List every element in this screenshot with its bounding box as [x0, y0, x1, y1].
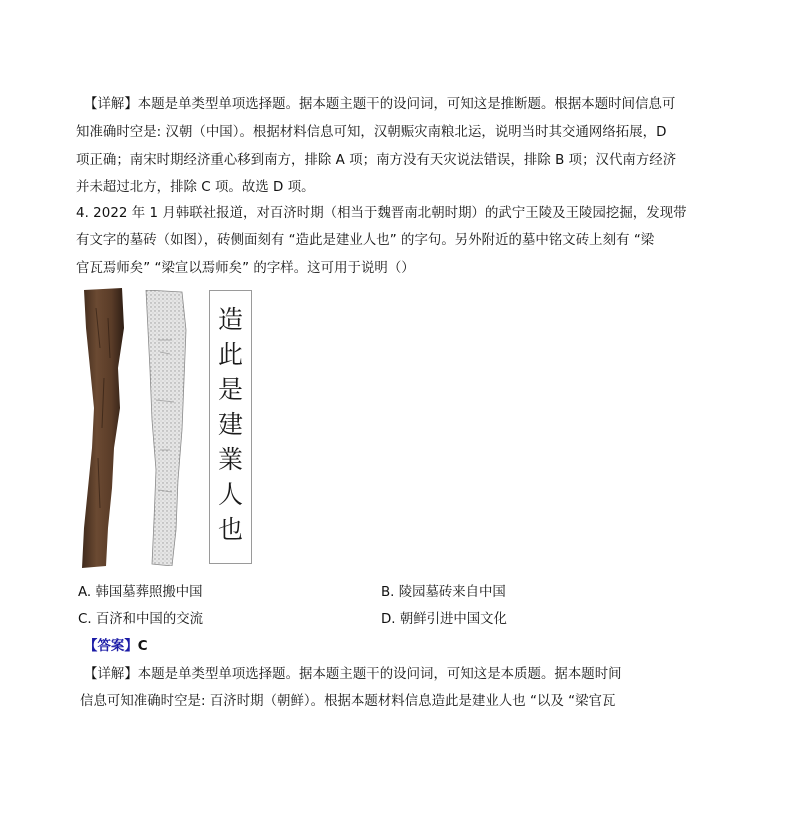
analysis-text: 本题是单类型单项选择题。据本题主题干的设问词，可知这是推断题。根据本题时间信息可	[137, 97, 676, 112]
question-stem-line-3: 官瓦焉师矣” “梁宣以焉师矣” 的字样。这可用于说明（）	[76, 261, 415, 276]
analysis-prev-line-2: 知准确时空是: 汉朝（中国）。根据材料信息可知，汉朝赈灾南粮北运，说明当时其交通网络拓展，D	[76, 125, 667, 140]
analysis-prev-line-1	[84, 95, 675, 115]
inscription-char: 也	[217, 515, 243, 544]
analysis-tag: 【详解】	[84, 667, 138, 682]
option-a: A. 韩国墓葬照搬中国	[78, 585, 203, 600]
question-stem-line-1: 4. 2022 年 1 月韩联社报道，对百济时期（相当于魏晋南北朝时期）的武宁王陵及王陵园挖掘，发现带	[76, 206, 687, 221]
answer-line	[84, 637, 148, 657]
inscription-char: 此	[217, 340, 243, 369]
inscription-transcription-box	[209, 290, 252, 564]
inscription-char: 是	[217, 375, 243, 404]
option-d: D. 朝鲜引进中国文化	[381, 612, 507, 627]
analysis-prev-line-4: 并未超过北方，排除 C 项。故选 D 项。	[76, 180, 315, 195]
inscription-char: 造	[217, 305, 243, 334]
option-b: B. 陵园墓砖来自中国	[381, 585, 506, 600]
answer-tag: 【答案】	[84, 639, 138, 654]
brick-rubbing-image	[142, 290, 190, 566]
analysis-tag: 【详解】	[84, 97, 138, 112]
question-figure	[78, 288, 258, 570]
inscription-char: 建	[217, 410, 243, 439]
brick-photo-image	[78, 288, 128, 568]
answer-value: C	[137, 639, 148, 654]
inscription-char: 人	[217, 480, 243, 509]
analysis-prev-line-3: 项正确；南宋时期经济重心移到南方，排除 A 项；南方没有天灾说法错误，排除 B 项；汉代南方经济	[76, 153, 677, 168]
inscription-char: 業	[217, 445, 243, 474]
option-c: C. 百济和中国的交流	[78, 612, 203, 627]
question-stem-line-2: 有文字的墓砖（如图），砖侧面刻有 “造此是建业人也” 的字句。另外附近的墓中铭文砖上刻有 “梁	[76, 233, 655, 248]
analysis-line-2: 信息可知准确时空是: 百济时期（朝鲜）。根据本题材料信息造此是建业人也 “以及 “梁官瓦	[80, 694, 616, 709]
analysis-line-1	[84, 665, 622, 685]
analysis-text: 本题是单类型单项选择题。据本题主题干的设问词，可知这是本质题。据本题时间	[137, 667, 622, 682]
